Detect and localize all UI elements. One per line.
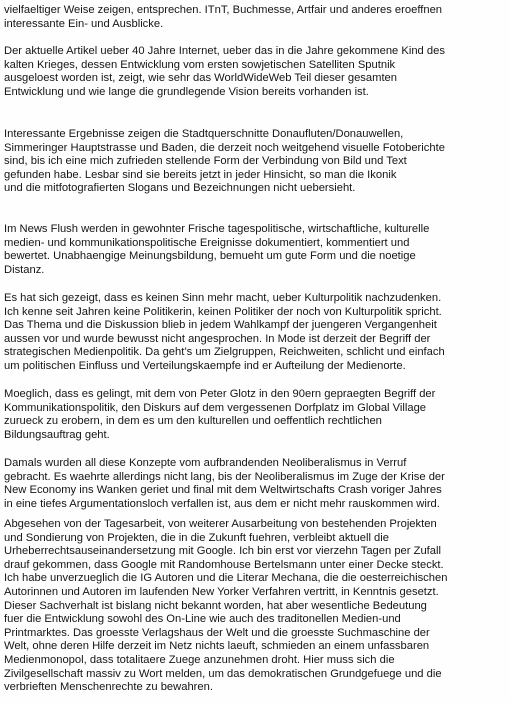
text-line: aussen vor und wurde bewusst nicht angesprochen. In Mode ist derzeit der Begriff der bbox=[4, 332, 431, 345]
text-line: Bildungsauftrag geht. bbox=[4, 428, 110, 441]
paragraph-internet-article bbox=[4, 45, 510, 99]
paragraph-neoliberalism bbox=[4, 457, 510, 511]
text-line: Simmeringer Hauptstrasse und Baden, die derzeit noch weitgehend visuelle Fotoberichte bbox=[4, 141, 445, 154]
text-line: sind, bis ich eine mich zufrieden stellende Form der Verbindung von Bild und Text bbox=[4, 155, 407, 168]
text-line: interessante Ein- und Ausblicke. bbox=[4, 17, 164, 30]
text-line: Interessante Ergebnisse zeigen die Stadtquerschnitte Donaufluten/Donauwellen, bbox=[4, 128, 404, 140]
paragraph-news-flush bbox=[4, 223, 510, 277]
paragraph-intro-continuation bbox=[4, 4, 510, 31]
text-line: Ich habe unverzueglich die IG Autoren und die Literar Mechana, die die oesterreichischen bbox=[4, 572, 448, 585]
text-line: um politischen Einfluss und Verteilungskaempfe ind er Aufteilung der Medienorte. bbox=[4, 359, 406, 372]
paragraph-communication-policy bbox=[4, 388, 510, 442]
text-line: vielfaeltiger Weise zeigen, entsprechen. ITnT, Buchmesse, Artfair und anderes eroeffnen bbox=[4, 4, 443, 16]
text-line: Distanz. bbox=[4, 263, 45, 276]
text-line: Im News Flush werden in gewohnter Frische tagespolitische, wirtschaftliche, kulturelle bbox=[4, 223, 430, 235]
text-line: Das Thema und die Diskussion blieb in jedem Wahlkampf der juengeren Vergangenheit bbox=[4, 319, 437, 332]
text-line: und Sondierung von Projekten, die in die Zukunft fuehren, verbleibt aktuell die bbox=[4, 531, 389, 544]
text-line: Autorinnen und Autoren im laufenden New Yorker Verfahren vertritt, in Kenntnis gesetzt. bbox=[4, 585, 439, 598]
text-line: fuer die Entwicklung sowohl des On-Line wie auch des traditonellen Medien-und bbox=[4, 613, 401, 626]
text-line: Abgesehen von der Tagesarbeit, von weiterer Ausarbeitung von bestehenden Projekten bbox=[4, 518, 437, 530]
text-line: Dieser Sachverhalt ist bislang nicht bekannt worden, hat aber wesentliche Bedeutung bbox=[4, 599, 427, 612]
text-line: Medienmonopol, dass totalitaere Zuege anzunehmen droht. Hier muss sich die bbox=[4, 653, 395, 666]
text-line: drauf gekommen, dass Google mit Randomhouse Bertelsmann unter einer Decke steckt. bbox=[4, 558, 444, 571]
text-line: Ich kenne seit Jahren keine Politikerin, keinen Politiker der noch von Kulturpolitik spricht. bbox=[4, 305, 442, 318]
text-line: bewertet. Unabhaengige Meinungsbildung, bemueht um gute Form und die noetige bbox=[4, 250, 416, 263]
text-line: ausgeloest worden ist, zeigt, wie sehr das WorldWideWeb Teil dieser gesamten bbox=[4, 72, 397, 85]
text-line: kalten Krieges, dessen Entwicklung vom ersten sowjetischen Satelliten Sputnik bbox=[4, 58, 396, 71]
paragraph-city-sections bbox=[4, 128, 510, 196]
text-line: gefunden habe. Lesbar sind sie bereits jetzt in jeder Hinsicht, so man die Ikonik bbox=[4, 168, 397, 181]
text-line: Entwicklung und wie lange die grundlegende Vision bereits vorhanden ist. bbox=[4, 85, 369, 98]
text-line: Der aktuelle Artikel ueber 40 Jahre Internet, ueber das in die Jahre gekommene Kind des bbox=[4, 45, 445, 57]
text-line: strategischen Medienpolitik. Da geht’s um Zielgruppen, Reichweiten, schlicht und einfach bbox=[4, 346, 445, 359]
text-line: gebracht. Es waehrte allerdings nicht lang, bis der Neoliberalismus im Zuge der Krise der bbox=[4, 470, 445, 483]
text-line: und die mitfotografierten Slogans und Bezeichnungen nicht uebersieht. bbox=[4, 182, 356, 195]
text-line: zurueck zu erobern, in dem es um den kulturellen und oeffentlich rechtlichen bbox=[4, 415, 382, 428]
text-line: New Economy ins Wanken geriet und final mit dem Weltwirtschafts Crash voriger Jahres bbox=[4, 484, 442, 497]
text-line: Es hat sich gezeigt, dass es keinen Sinn mehr macht, ueber Kulturpolitik nachzudenken. bbox=[4, 292, 442, 304]
text-line: Kommunikationspolitik, den Diskurs auf dem vergessenen Dorfplatz im Global Village bbox=[4, 401, 427, 414]
text-line: verbrieften Menschenrechte zu bewahren. bbox=[4, 681, 213, 694]
paragraph-google-copyright bbox=[4, 518, 510, 695]
text-line: Zivilgesellschaft massiv zu Wort melden, um das demokratischen Grundgefuege und die bbox=[4, 667, 442, 680]
text-line: Printmarktes. Das groesste Verlagshaus der Welt und die groesste Suchmaschine der bbox=[4, 626, 430, 639]
text-line: in eine tiefes Argumentationsloch verfallen ist, aus dem er nicht mehr rauskommen wird. bbox=[4, 497, 440, 510]
text-line: Moeglich, dass es gelingt, mit dem von Peter Glotz in den 90ern gepraegten Begriff der bbox=[4, 388, 436, 400]
text-line: Welt, ohne deren Hilfe derzeit im Netz nichts laeuft, schmieden an einem unfassbaren bbox=[4, 640, 430, 653]
text-line: Urheberrechtsauseinandersetzung mit Google. Ich bin erst vor vierzehn Tagen per Zufall bbox=[4, 545, 441, 558]
text-line: medien- und kommunikationspolitische Ereignisse dokumentiert, kommentiert und bbox=[4, 236, 410, 249]
text-line: Damals wurden all diese Konzepte vom aufbrandenden Neoliberalismus in Verruf bbox=[4, 457, 407, 469]
paragraph-cultural-policy bbox=[4, 292, 510, 374]
